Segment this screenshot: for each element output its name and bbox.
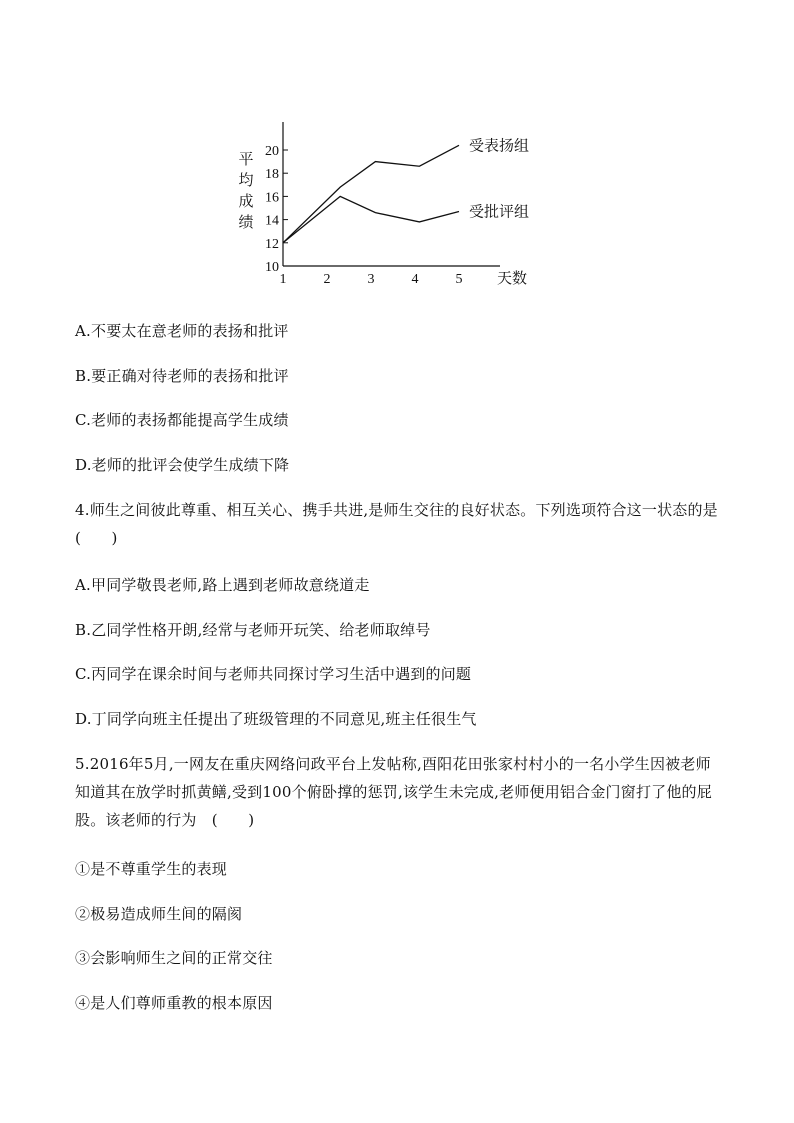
y-tick-label: 16 [265, 190, 279, 206]
x-axis-label: 天数 [496, 271, 528, 287]
y-axis-label-char: 均 [238, 173, 254, 189]
q4-option-b: B.乙同学性格开朗,经常与老师开玩笑、给老师取绰号 [75, 621, 431, 639]
series-line [283, 145, 459, 242]
chart-canvas [225, 100, 565, 300]
q5-item-1: ①是不尊重学生的表现 [75, 860, 228, 878]
y-tick-label: 18 [265, 167, 279, 183]
q3-option-c: C.老师的表扬都能提高学生成绩 [75, 411, 289, 429]
q3-option-b: B.要正确对待老师的表扬和批评 [75, 367, 289, 385]
q4-option-a: A.甲同学敬畏老师,路上遇到老师故意绕道走 [75, 576, 370, 594]
q3-option-d: D.老师的批评会使学生成绩下降 [75, 456, 290, 474]
y-tick-label: 12 [265, 236, 279, 252]
x-tick-label: 1 [279, 272, 287, 287]
x-tick-label: 3 [367, 272, 375, 287]
series-line [283, 196, 459, 242]
x-tick-label: 5 [455, 272, 463, 287]
q5-item-4: ④是人们尊师重教的根本原因 [75, 994, 273, 1012]
y-tick-label: 14 [265, 213, 279, 229]
y-axis-label-char: 成 [238, 194, 254, 210]
q5-item-2: ②极易造成师生间的隔阂 [75, 905, 243, 923]
q4-option-c: C.丙同学在课余时间与老师共同探讨学习生活中遇到的问题 [75, 665, 472, 683]
q4-stem: 4.师生之间彼此尊重、相互关心、携手共进,是师生交往的良好状态。下列选项符合这一状态的是 ( ) [75, 501, 734, 547]
x-tick-label: 4 [411, 272, 419, 287]
y-tick-label: 10 [265, 260, 279, 275]
series-label: 受批评组 [469, 204, 530, 221]
series-label: 受表扬组 [469, 138, 530, 155]
q3-option-a: A.不要太在意老师的表扬和批评 [75, 322, 289, 340]
x-tick-label: 2 [323, 272, 331, 287]
q5-stem: 5.2016年5月,一网友在重庆网络问政平台上发帖称,酉阳花田张家村村小的一名小学生因被老师知道其在放学时抓黄鳝,受到100个俯卧撑的惩罚,该学生未完成,老师便用铝合金门窗打了他的屁股。该老师的行为 ( ) [75, 755, 712, 829]
q4-option-d: D.丁同学向班主任提出了班级管理的不同意见,班主任很生气 [75, 710, 477, 728]
q5-item-3: ③会影响师生之间的正常交往 [75, 949, 273, 967]
y-axis-label-char: 平 [238, 152, 254, 168]
y-axis-label-char: 绩 [238, 215, 254, 231]
y-tick-label: 20 [265, 144, 279, 159]
score-line-chart [225, 100, 565, 300]
